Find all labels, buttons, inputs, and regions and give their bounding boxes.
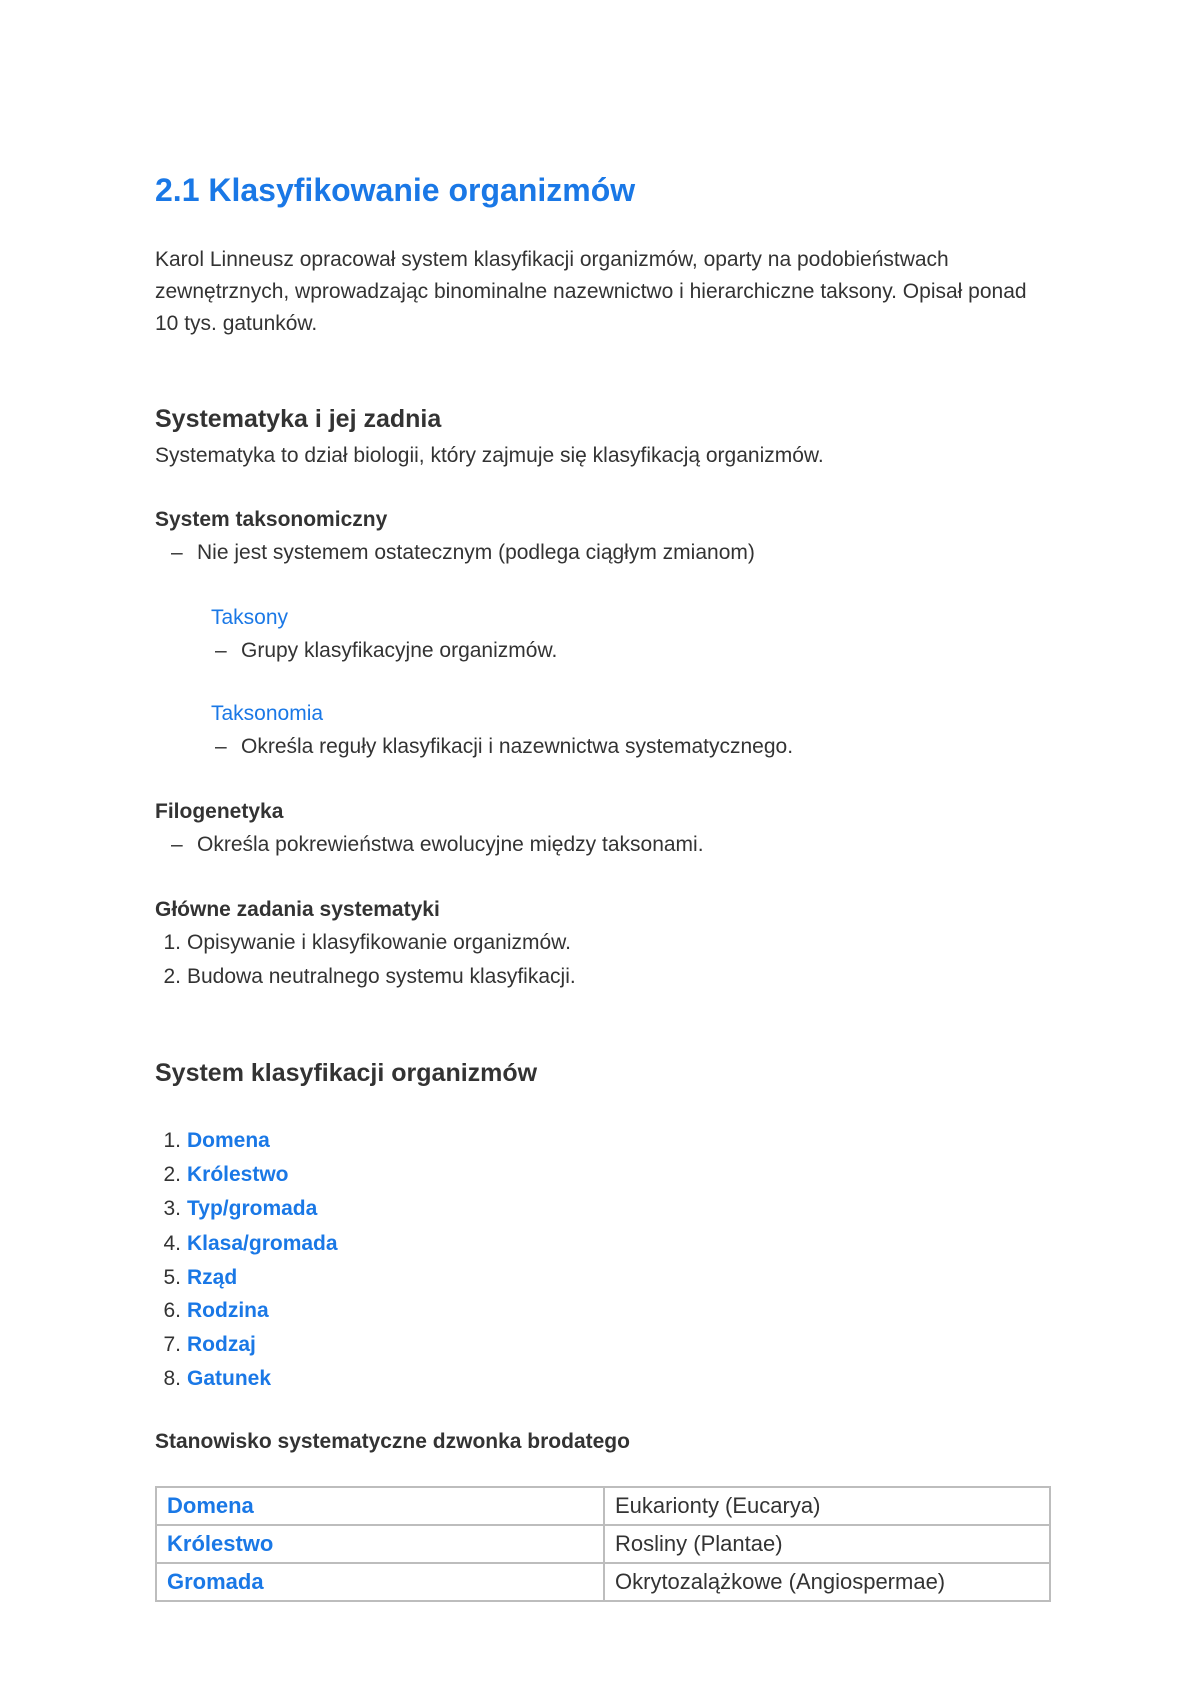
- rank-name: Rząd: [187, 1266, 238, 1289]
- rank-name: Typ/gromada: [187, 1197, 318, 1220]
- rank-name: Klasa/gromada: [187, 1232, 338, 1255]
- rank-number: 5.: [163, 1266, 181, 1289]
- rank-item: [155, 1266, 237, 1290]
- stanowisko-label: Stanowisko systematyczne dzwonka brodatego: [155, 1430, 630, 1453]
- rank-number: 6.: [163, 1299, 181, 1322]
- classification-table: [155, 1486, 1051, 1602]
- system-taksonomiczny-label: System taksonomiczny: [155, 508, 388, 531]
- list-text: Opisywanie i klasyfikowanie organizmów.: [187, 931, 571, 954]
- rank-name: Królestwo: [187, 1163, 289, 1186]
- glowne-zadania-label: Główne zadania systematyki: [155, 898, 440, 921]
- table-row: [156, 1563, 1050, 1601]
- rank-item: [155, 1333, 256, 1357]
- filogenetyka-text: Określa pokrewieństwa ewolucyjne między taksonami.: [197, 833, 704, 856]
- taksonomia-label: Taksonomia: [211, 702, 324, 725]
- rank-item: [155, 1129, 270, 1153]
- systematyka-definition: Systematyka to dział biologii, który zajmuje się klasyfikacją organizmów.: [155, 444, 824, 467]
- rank-name: Domena: [187, 1129, 270, 1152]
- table-row: [156, 1525, 1050, 1563]
- table-cell-rank: Królestwo: [156, 1525, 604, 1563]
- rank-item: [155, 1232, 338, 1256]
- rank-number: 4.: [163, 1232, 181, 1255]
- taksonomia-item: [215, 735, 793, 759]
- list-text: Budowa neutralnego systemu klasyfikacji.: [187, 965, 576, 988]
- table-cell-rank: Domena: [156, 1487, 604, 1525]
- system-taksonomiczny-text: Nie jest systemem ostatecznym (podlega ciągłym zmianom): [197, 541, 755, 564]
- list-number: 2.: [163, 965, 181, 988]
- rank-name: Gatunek: [187, 1367, 272, 1390]
- dash-bullet: –: [215, 639, 227, 662]
- rank-number: 2.: [163, 1163, 181, 1186]
- taksony-label: Taksony: [211, 606, 289, 629]
- rank-name: Rodzina: [187, 1299, 269, 1322]
- rank-number: 8.: [163, 1367, 181, 1390]
- filogenetyka-item: [171, 833, 704, 857]
- dash-bullet: –: [171, 833, 183, 856]
- table-row: [156, 1487, 1050, 1525]
- dash-bullet: –: [215, 735, 227, 758]
- list-item: [155, 965, 576, 989]
- taksonomia-text: Określa reguły klasyfikacji i nazewnictwa systematycznego.: [241, 735, 794, 758]
- taksony-text: Grupy klasyfikacyjne organizmów.: [241, 639, 558, 662]
- section-heading-systematyka: Systematyka i jej zadnia: [155, 405, 442, 433]
- section-heading-system-klasyfikacji: System klasyfikacji organizmów: [155, 1059, 538, 1087]
- rank-number: 3.: [163, 1197, 181, 1220]
- rank-item: [155, 1197, 317, 1221]
- table-cell-value: Okrytozalążkowe (Angiospermae): [604, 1563, 1050, 1601]
- table-cell-value: Rosliny (Plantae): [604, 1525, 1050, 1563]
- table-cell-value: Eukarionty (Eucarya): [604, 1487, 1050, 1525]
- filogenetyka-label: Filogenetyka: [155, 800, 284, 823]
- list-number: 1.: [163, 931, 181, 954]
- page-title: 2.1 Klasyfikowanie organizmów: [155, 172, 636, 208]
- system-taksonomiczny-item: [171, 541, 755, 565]
- dash-bullet: –: [171, 541, 183, 564]
- table-cell-rank: Gromada: [156, 1563, 604, 1601]
- rank-number: 1.: [163, 1129, 181, 1152]
- rank-item: [155, 1367, 271, 1391]
- rank-number: 7.: [163, 1333, 181, 1356]
- intro-paragraph: Karol Linneusz opracował system klasyfikacji organizmów, oparty na podobieństwach zewnętrznych, wprowadzając binominalne nazewnictwo i hierarchiczne taksony. Opisał ponad 10 tys. gatunków.: [155, 248, 1027, 335]
- rank-name: Rodzaj: [187, 1333, 256, 1356]
- rank-item: [155, 1299, 269, 1323]
- rank-item: [155, 1163, 289, 1187]
- taksony-item: [215, 639, 557, 663]
- list-item: [155, 931, 571, 955]
